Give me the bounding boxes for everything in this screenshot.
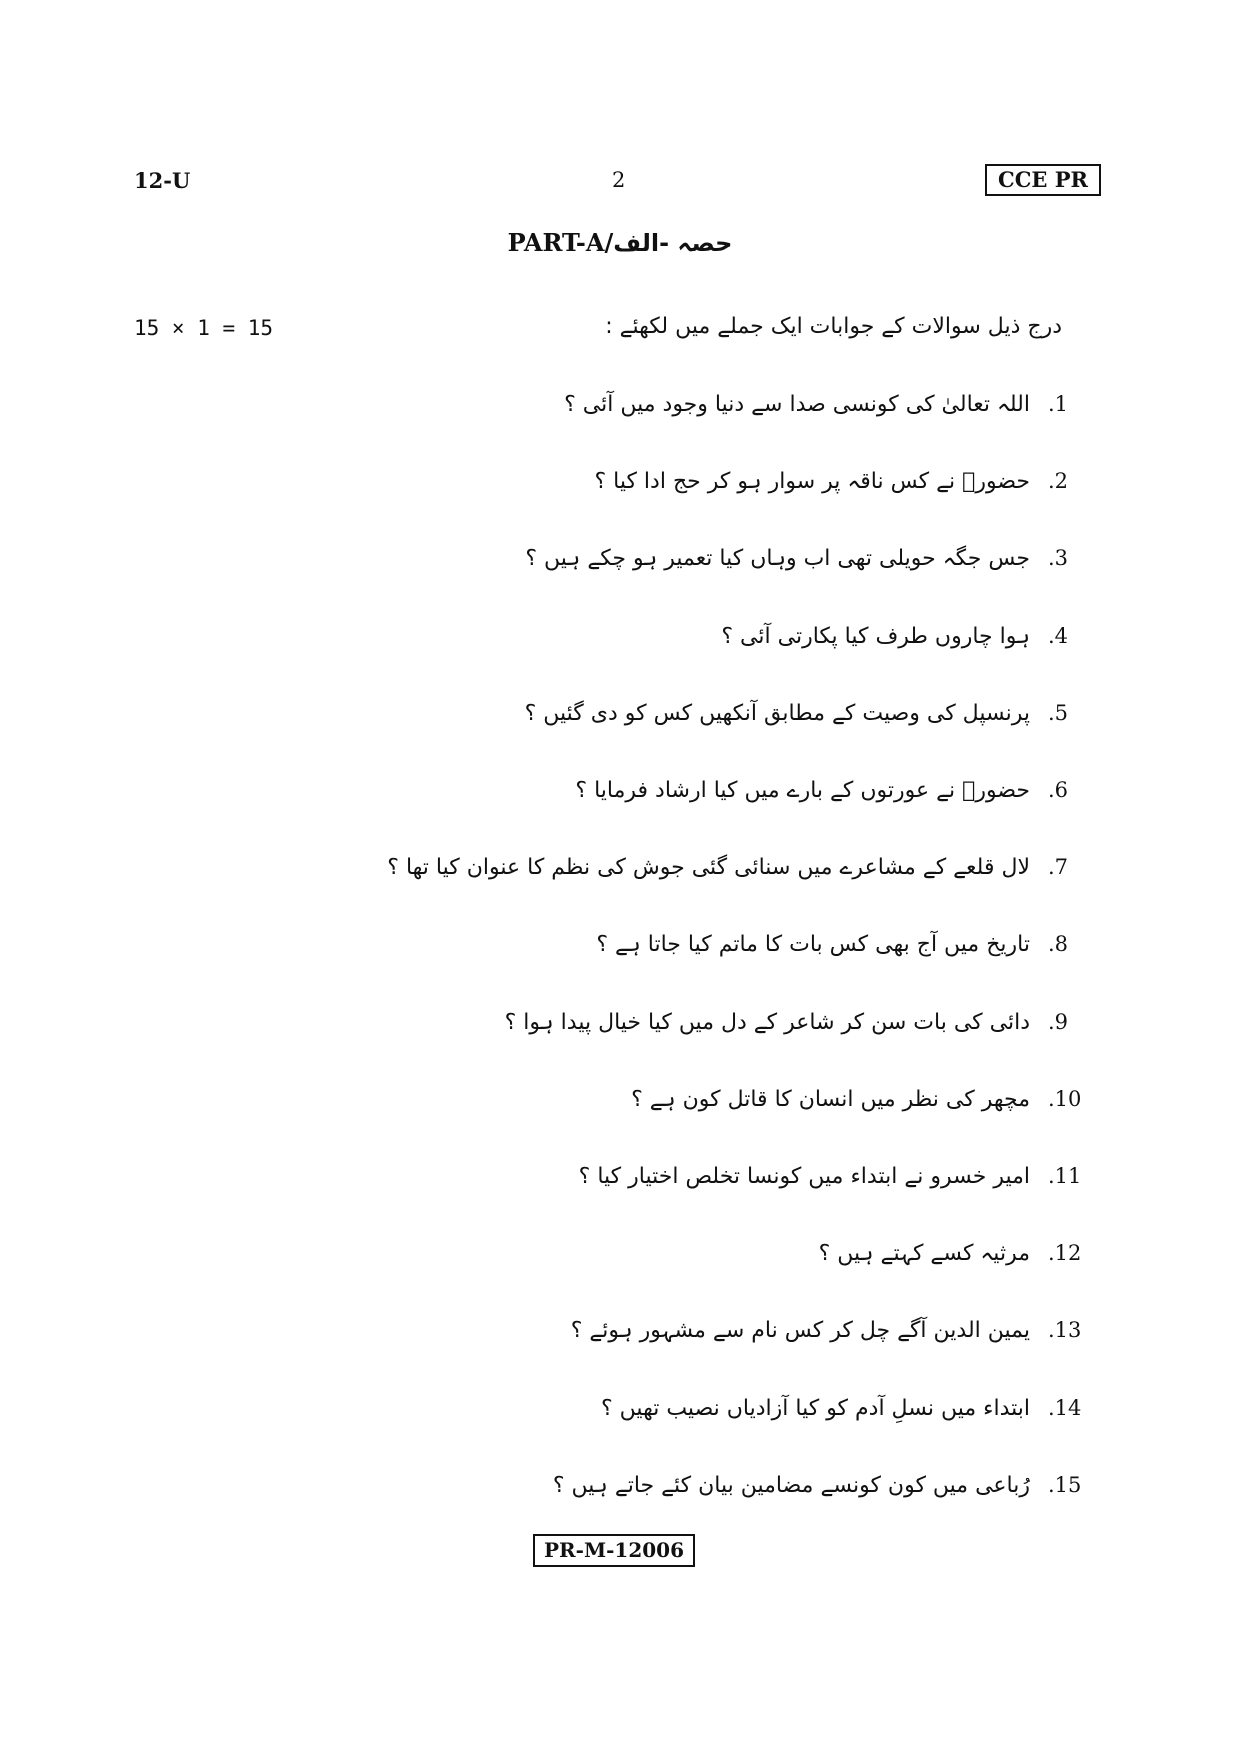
- question-item: [721, 624, 1100, 649]
- question-number: .1: [1048, 392, 1069, 416]
- question-number: .6: [1048, 778, 1069, 802]
- question-text: پرنسپل کی وصیت کے مطابق آنکھیں کس کو دی گئیں ؟: [524, 701, 1030, 726]
- question-item: [819, 1241, 1100, 1266]
- question-number: .11: [1048, 1164, 1082, 1188]
- question-item: [505, 1010, 1100, 1035]
- question-item: [631, 1087, 1100, 1112]
- question-number: .9: [1048, 1010, 1069, 1034]
- footer-code-box: PR-M-12006: [533, 1534, 695, 1567]
- question-number: .12: [1048, 1241, 1082, 1265]
- question-item: [594, 469, 1100, 494]
- question-text: لال قلعے کے مشاعرے میں سنائی گئی جوش کی نظم کا عنوان کیا تھا ؟: [387, 855, 1030, 880]
- question-text: مرثیہ کسے کہتے ہیں ؟: [818, 1241, 1030, 1266]
- question-item: [575, 778, 1100, 803]
- question-number: .2: [1048, 469, 1069, 493]
- section-title-urdu: حصہ -الف: [613, 229, 733, 257]
- section-title: [0, 228, 1240, 257]
- question-text: ابتداء میں نسلِ آدم کو کیا آزادیاں نصیب تھیں ؟: [601, 1396, 1030, 1421]
- question-item: [553, 1473, 1100, 1498]
- question-item: [579, 1164, 1100, 1189]
- question-text: اللہ تعالیٰ کی کونسی صدا سے دنیا وجود میں آئی ؟: [564, 392, 1030, 417]
- question-text: تاریخ میں آج بھی کس بات کا ماتم کیا جاتا ہے ؟: [596, 932, 1030, 957]
- question-number: .3: [1048, 546, 1069, 570]
- question-text: حضورؐ نے کس ناقہ پر سوار ہو کر حج ادا کیا ؟: [594, 469, 1030, 494]
- paper-code: 12-U: [134, 168, 191, 193]
- question-number: .15: [1048, 1473, 1082, 1497]
- question-number: .8: [1048, 932, 1069, 956]
- question-text: دائی کی بات سن کر شاعر کے دل میں کیا خیال پیدا ہوا ؟: [504, 1010, 1030, 1035]
- question-text: یمین الدین آگے چل کر کس نام سے مشہور ہوئے ؟: [570, 1318, 1030, 1343]
- question-text: جس جگہ حویلی تھی اب وہاں کیا تعمیر ہو چکے ہیں ؟: [525, 546, 1030, 571]
- question-number: .5: [1048, 701, 1069, 725]
- question-number: .7: [1048, 855, 1069, 879]
- question-text: مچھر کی نظر میں انسان کا قاتل کون ہے ؟: [631, 1087, 1030, 1112]
- section-title-separator: /: [604, 228, 614, 257]
- question-text: رُباعی میں کون کونسے مضامین بیان کئے جاتے ہیں ؟: [552, 1473, 1030, 1498]
- question-text: امیر خسرو نے ابتداء میں کونسا تخلص اختیار کیا ؟: [578, 1164, 1030, 1189]
- question-item: [601, 1396, 1100, 1421]
- question-item: [387, 855, 1100, 880]
- marks-allocation: 15 × 1 = 15: [134, 316, 274, 340]
- question-number: .13: [1048, 1318, 1082, 1342]
- question-text: حضورؐ نے عورتوں کے بارے میں کیا ارشاد فرمایا ؟: [575, 778, 1030, 803]
- question-item: [525, 546, 1100, 571]
- board-label-box: CCE PR: [985, 164, 1101, 196]
- page-number: 2: [612, 168, 626, 192]
- section-title-english: PART-A: [507, 228, 605, 257]
- instruction-text: درج ذیل سوالات کے جوابات ایک جملے میں لکھئے :: [605, 314, 1062, 339]
- question-number: .4: [1048, 624, 1069, 648]
- question-item: [564, 392, 1100, 417]
- question-number: .10: [1048, 1087, 1082, 1111]
- question-item: [571, 1318, 1100, 1343]
- question-text: ہوا چاروں طرف کیا پکارتی آئی ؟: [721, 624, 1030, 649]
- question-number: .14: [1048, 1396, 1082, 1420]
- question-item: [525, 701, 1100, 726]
- question-item: [596, 932, 1100, 957]
